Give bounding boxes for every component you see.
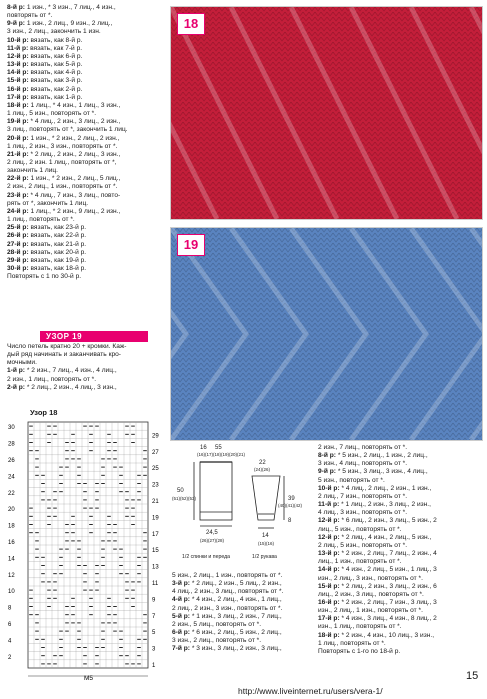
photo-number-19: 19 — [177, 234, 205, 256]
row-text: мочными. — [7, 359, 37, 367]
front-bottom-width: 24,5 — [206, 530, 218, 536]
sleeve-top-sizes: (24)(26) — [254, 467, 271, 472]
instruction-line — [7, 151, 157, 159]
row-label: 8-й р: — [7, 4, 25, 11]
row-label: 15-й р: — [7, 77, 29, 85]
chart-row-number-left: 2 — [8, 654, 12, 661]
instruction-line — [7, 216, 157, 224]
instructions-col4 — [318, 444, 484, 656]
instruction-line — [318, 493, 484, 501]
row-label: 17-й р: — [7, 93, 29, 101]
instruction-line — [7, 4, 157, 12]
row-label: 22-й р: — [7, 175, 29, 183]
row-text: 1 лиц., * 2 изн., 9 лиц., 2 изн., — [28, 207, 121, 215]
row-text: 2 лиц., 2 изн., 3 изн., повторять от *. — [172, 604, 283, 612]
instruction-line — [7, 20, 157, 28]
row-text: * 2 изн., 7 лиц., 4 изн., 4 лиц., — [24, 367, 117, 375]
chart-row-number-left: 20 — [8, 507, 15, 514]
front-side-height: 50 — [177, 488, 184, 494]
chart-row-number-left: 22 — [8, 490, 15, 497]
sleeve-top-width: 22 — [259, 460, 266, 466]
row-label: 21-й р: — [7, 150, 29, 158]
row-label: 7-й р: — [172, 645, 190, 653]
row-text: 3 изн., 4 лиц., повторять от *. — [318, 460, 408, 468]
row-text: * 1 изн., 3 лиц., 2 изн., 7 лиц., — [189, 612, 282, 620]
chart-label: Узор 18 — [30, 408, 58, 417]
row-text: 2 лиц., 7 изн., повторять от *. — [318, 492, 408, 500]
row-label: 8-й р: — [318, 452, 336, 460]
row-text: вязать, как 20-й р. — [28, 248, 87, 256]
instruction-line — [7, 135, 157, 143]
row-text: вязать, как 5-й р. — [28, 61, 83, 69]
chart-row-number-left: 10 — [8, 589, 15, 596]
instruction-line — [318, 501, 484, 509]
row-text: * 3 изн., 3 лиц., 2 изн., 3 лиц., — [189, 645, 282, 653]
row-label: 6-й р: — [172, 629, 190, 637]
row-text: вязать, как 2-й р. — [28, 85, 83, 93]
row-text: 1 лиц., 5 изн., повторять от *. — [7, 110, 97, 118]
row-label: 23-й р: — [7, 191, 29, 199]
row-text: 5 изн., 2 лиц., 1 изн., повторять от *. — [172, 572, 283, 579]
row-text: * 4 лиц., 2 изн., 3 лиц., 2 изн., — [28, 118, 121, 126]
row-label: 9-й р: — [7, 20, 25, 28]
row-text: вязать, как 3-й р. — [28, 77, 83, 85]
instruction-line — [318, 444, 484, 452]
row-label: 11-й р: — [318, 501, 340, 509]
row-label: 1-й р: — [7, 367, 25, 375]
sleeve-side-sizes: (40)(41)(42) — [278, 503, 303, 508]
chart-row-number-right: 21 — [152, 499, 159, 505]
instructions-col1-bottom — [7, 343, 157, 392]
front-top-sizes: (16)(17)(18)(19)(20)(21) — [197, 452, 246, 457]
row-label: 18-й р: — [7, 101, 29, 109]
row-text: * 4 изн., 2 лиц., 4 изн., 1 лиц., — [189, 596, 282, 604]
instruction-line — [7, 208, 157, 216]
chart-row-number-right: 19 — [152, 515, 159, 522]
sleeve-piece-label: 1/2 рукава — [252, 554, 277, 560]
instruction-line — [7, 200, 157, 208]
instruction-line — [172, 572, 312, 580]
swatch-photo-19 — [170, 227, 483, 441]
chart-row-number-right: 5 — [152, 630, 156, 637]
front-top-width-1: 16 — [200, 445, 207, 451]
row-text: * 6 изн., 2 лиц., 5 изн., 2 лиц., — [189, 629, 282, 637]
sleeve-side-cuff: 8 — [288, 518, 292, 524]
instruction-line — [7, 249, 157, 257]
row-label: 16-й р: — [7, 85, 29, 93]
instruction-line — [172, 605, 312, 613]
instruction-line — [7, 94, 157, 102]
chart-row-number-right: 3 — [152, 646, 156, 653]
chart-row-number-left: 6 — [8, 622, 12, 628]
row-label: 26-й р: — [7, 232, 29, 240]
chart-row-number-left: 16 — [8, 540, 15, 546]
row-label: 11-й р: — [7, 44, 29, 52]
row-text: 2 изн., 7 лиц., повторять от *. — [318, 444, 408, 451]
row-text: 2 лиц., 2 изн. 1 лиц., повторять от *, — [7, 158, 117, 166]
chart-row-number-right: 1 — [152, 663, 156, 669]
instruction-line — [7, 257, 157, 265]
row-label: 19-й р: — [7, 118, 29, 126]
sleeve-bottom-sizes: (15)(16) — [258, 541, 275, 546]
chart-row-number-left: 28 — [8, 441, 15, 448]
row-text: вязать, как 4-й р. — [28, 69, 83, 77]
instruction-line — [172, 621, 312, 629]
row-text: рять от *, закончить 1 лиц. — [7, 199, 89, 207]
chart-row-number-right: 13 — [152, 564, 159, 571]
sleeve-side-height: 39 — [288, 496, 295, 502]
row-text: вязать, как 6-й р. — [28, 52, 83, 60]
row-text: 1 изн., * 2 изн., 2 лиц., 2 изн., — [28, 134, 120, 142]
chart-row-number-right: 23 — [152, 482, 159, 489]
instruction-line — [7, 384, 157, 392]
row-text: * 4 лиц., 2 лиц., 2 изн., 1 изн., — [339, 484, 432, 492]
chart-row-number-left: 30 — [8, 425, 15, 432]
chart-row-number-left: 4 — [8, 638, 12, 645]
chart-row-number-right: 25 — [152, 466, 159, 473]
chart-row-number-right: 11 — [152, 581, 159, 587]
row-text: 1 лиц., * 4 изн., 1 лиц., 3 изн., — [28, 101, 121, 109]
row-text: 3 изн., 2 лиц., закончить 1 изн. — [7, 28, 101, 36]
row-text: 1 лиц., повторять от *. — [7, 216, 75, 224]
chart-row-number-left: 18 — [8, 523, 15, 530]
row-label: 20-й р: — [7, 134, 29, 142]
row-text: 2 изн., 5 лиц., повторять от *. — [172, 620, 262, 628]
row-label: 29-й р: — [7, 256, 29, 264]
front-piece-outline — [200, 462, 232, 520]
instruction-line — [318, 477, 484, 485]
chart-row-number-right: 27 — [152, 449, 159, 456]
front-top-width-2: 55 — [215, 445, 222, 451]
instruction-line — [7, 175, 157, 183]
row-text: дый ряд начинать и заканчивать кро- — [7, 351, 121, 359]
row-label: 13-й р: — [7, 61, 29, 69]
instruction-line — [7, 241, 157, 249]
row-label: 28-й р: — [7, 248, 29, 256]
row-text: * 2 лиц., 2 изн., 5 лиц., 2 изн., — [189, 580, 282, 588]
chart-row-number-left: 26 — [8, 458, 15, 464]
row-label: 10-й р: — [7, 36, 29, 44]
row-label: 24-й р: — [7, 207, 29, 215]
instruction-line — [7, 343, 157, 351]
row-text: * 1 лиц., 2 изн., 3 лиц., 2 изн., — [339, 501, 431, 509]
row-label: 10-й р: — [318, 484, 340, 492]
pattern-schema — [170, 440, 310, 570]
section-header-uzor19: УЗОР 19 — [40, 331, 148, 342]
row-text: вязать, как 7-й р. — [28, 44, 83, 52]
instruction-line — [7, 376, 157, 384]
row-label: 2-й р: — [7, 383, 25, 391]
instruction-line — [7, 159, 157, 167]
front-side-sizes: (51)(52)(53) — [172, 496, 197, 501]
row-label: 30-й р: — [7, 265, 29, 272]
chart-row-number-left: 8 — [8, 605, 12, 612]
instruction-line — [7, 265, 157, 273]
instruction-line — [7, 126, 157, 134]
instruction-line — [7, 143, 157, 151]
row-label: 9-й р: — [318, 468, 336, 476]
chart-row-number-right: 29 — [152, 433, 159, 440]
row-text: 1 изн., * 3 изн., 7 лиц., 4 изн., — [24, 4, 116, 11]
instruction-line — [7, 183, 157, 191]
instruction-line — [7, 53, 157, 61]
instruction-line — [172, 629, 312, 637]
row-text: * 2 лиц., 2 изн., 2 лиц., 3 изн., — [28, 150, 121, 158]
instruction-line — [7, 232, 157, 240]
instruction-line — [7, 118, 157, 126]
chart-row-number-right: 7 — [152, 613, 156, 620]
row-label: 27-й р: — [7, 240, 29, 248]
row-text: закончить 1 лиц. — [7, 167, 59, 175]
instruction-line — [7, 192, 157, 200]
row-text: вязать, как 8-й р. — [28, 36, 83, 44]
row-text: Число петель кратно 20 + кромки. Каж- — [7, 343, 127, 350]
row-text: вязать, как 23-й р. — [28, 224, 87, 232]
sleeve-bottom-width: 14 — [262, 533, 269, 539]
instruction-line — [7, 45, 157, 53]
instruction-line — [318, 468, 484, 476]
row-text: 1 изн., * 2 изн., 2 лиц., 5 лиц., — [28, 175, 121, 183]
sleeve-piece-outline — [252, 476, 280, 520]
instructions-col1-top — [7, 4, 157, 281]
row-text: 2 изн., 2 лиц., 1 изн., повторять от *. — [7, 183, 118, 191]
instruction-line — [7, 77, 157, 85]
row-label: 12-й р: — [7, 52, 29, 60]
row-text: 5 изн., повторять от *. — [318, 476, 385, 484]
instruction-line — [7, 273, 157, 281]
row-text: Повторять с 1 по 30-й р. — [7, 273, 82, 281]
front-bottom-sizes: (26)(27)(28) — [200, 538, 225, 543]
row-label: 4-й р: — [172, 596, 190, 604]
chart-row-number-right: 9 — [152, 597, 156, 604]
row-text: * 2 лиц., 2 изн., 4 лиц., 3 изн., — [24, 383, 117, 391]
row-label: 14-й р: — [7, 69, 29, 77]
row-text: 3 лиц., повторять от *, закончить 1 лиц. — [7, 126, 128, 134]
chart-row-number-left: 12 — [8, 572, 15, 579]
row-label: 25-й р: — [7, 224, 29, 232]
instruction-line — [7, 367, 157, 375]
row-text: вязать, как 1-й р. — [28, 93, 83, 101]
row-text: * 5 изн., 2 лиц., 1 изн., 2 лиц., — [335, 452, 428, 460]
row-text: 2 изн., 1 лиц., повторять от *. — [7, 375, 97, 383]
row-text: 1 изн., 2 лиц., 9 изн., 2 лиц., — [24, 20, 113, 28]
instruction-line — [172, 645, 312, 653]
instruction-line — [7, 351, 157, 359]
instruction-line — [7, 110, 157, 118]
instruction-line — [7, 86, 157, 94]
front-piece-label: 1/2 спинки и переда — [182, 554, 231, 560]
instruction-line — [318, 452, 484, 460]
row-label: 5-й р: — [172, 612, 190, 620]
instruction-line — [7, 28, 157, 36]
photo-number-18: 18 — [177, 13, 205, 35]
row-text: 3 изн., 2 лиц., повторять от *. — [172, 637, 262, 645]
chart-row-number-right: 15 — [152, 548, 159, 555]
row-text: вязать, как 21-й р. — [28, 240, 87, 248]
swatch-photo-18 — [170, 6, 483, 220]
row-text: * 5 изн., 3 лиц., 3 изн., 4 лиц., — [335, 468, 428, 476]
instruction-line — [7, 37, 157, 45]
row-text: 1 лиц., 2 изн., 3 изн., повторять от *. — [7, 142, 118, 150]
row-text: 4 лиц., 2 изн., 3 лиц., повторять от *. — [172, 588, 284, 596]
chart-repeat-label: М5 — [84, 675, 94, 682]
instruction-line — [318, 485, 484, 493]
row-text: вязать, как 22-й р. — [28, 232, 87, 240]
row-text: вязать, как 19-й р. — [28, 256, 87, 264]
instruction-line — [7, 102, 157, 110]
instruction-line — [172, 580, 312, 588]
row-label: 3-й р: — [172, 580, 190, 588]
instruction-line — [172, 596, 312, 604]
instructions-col3 — [172, 572, 312, 654]
chart-row-number-right: 17 — [152, 531, 159, 538]
row-text: * 4 лиц., 7 изн., 3 лиц., повто- — [28, 191, 121, 199]
row-text: вязать, как 18-й р. — [28, 265, 87, 272]
row-text: повторять от *. — [7, 12, 53, 20]
chart-row-number-left: 24 — [8, 474, 15, 481]
chart-row-number-left: 14 — [8, 556, 15, 563]
instruction-line — [172, 613, 312, 621]
stitch-chart — [6, 420, 164, 695]
